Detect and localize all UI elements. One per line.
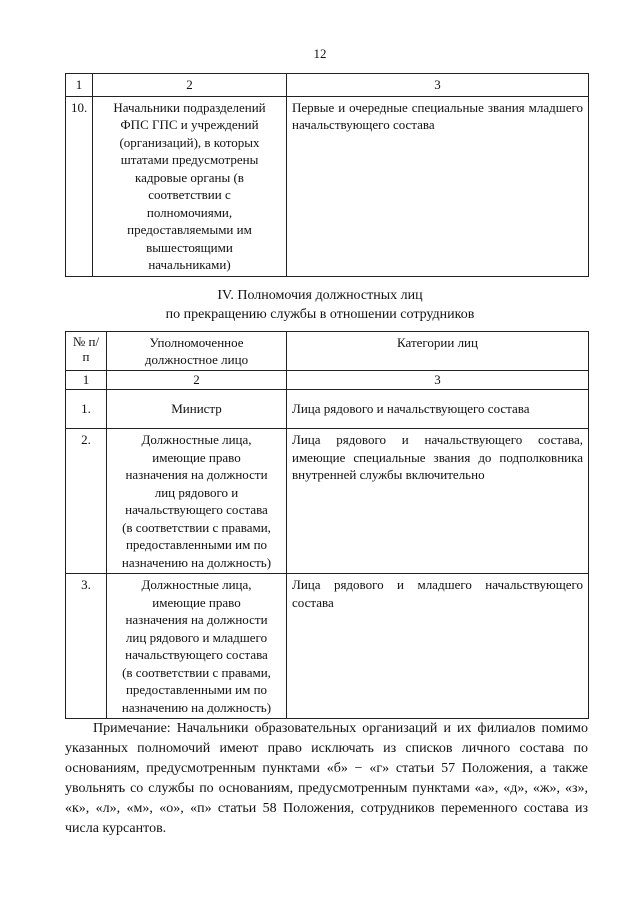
column-number-row [66, 371, 589, 390]
official-line: начальствующего состава [125, 502, 268, 517]
table-row [66, 96, 589, 276]
official-line: полномочиями, [146, 204, 233, 220]
top-table [65, 73, 589, 277]
official-line: вышестоящими [146, 239, 233, 255]
official-line: назначению на должность) [121, 699, 272, 715]
col-header-category: Категории лиц [287, 332, 589, 371]
official-line: соответствии с [148, 187, 231, 202]
table-row [66, 390, 589, 429]
authorities-table [65, 331, 589, 719]
official-cell: Министр [107, 390, 287, 429]
official-line: начальниками) [148, 257, 231, 272]
table-row [66, 429, 589, 574]
category-cell: Лица рядового и начальствующего состава [287, 390, 589, 429]
official-cell [107, 429, 287, 574]
official-line: предоставленными им по [125, 682, 268, 697]
category-cell: Лица рядового и начальствующего состава, имеющие специальные звания до подполковника внутренней службы включительно [287, 429, 589, 574]
official-line: (в соответствии с правами, [122, 519, 271, 535]
section-title-line-2: по прекращению службы в отношении сотрудников [165, 307, 475, 322]
official-line: ФПС ГПС и учреждений [120, 117, 259, 132]
official-line: штатами предусмотрены [120, 152, 259, 167]
official-line: начальствующего состава [125, 647, 268, 662]
top-col-3-number: 3 [287, 74, 589, 97]
category-cell: Первые и очередные специальные звания младшего начальствующего состава [287, 96, 589, 276]
official-line: предоставляемыми им [127, 222, 252, 237]
col-header-number: № п/п [66, 332, 107, 371]
category-cell: Лица рядового и младшего начальствующего состава [287, 574, 589, 719]
col-header-official: Уполномоченное должностное лицо [107, 332, 287, 371]
official-line: назначению на должность) [121, 554, 272, 570]
row-number: 10. [66, 96, 93, 276]
row-number: 3. [66, 574, 107, 719]
official-line: Должностные лица, [141, 432, 252, 447]
official-line: лиц рядового и младшего [125, 629, 268, 645]
row-number: 2. [66, 429, 107, 574]
official-line: предоставленными им по [125, 537, 268, 552]
col-1-number: 1 [66, 371, 107, 390]
official-line: (организаций), в которых [119, 134, 260, 150]
col-3-number: 3 [287, 371, 589, 390]
section-title-line-1: IV. Полномочия должностных лиц [217, 288, 423, 303]
official-line: кадровые органы (в [135, 169, 244, 185]
official-cell [93, 96, 287, 276]
header-row [66, 332, 589, 371]
section-title [0, 286, 640, 324]
official-line: имеющие право [152, 449, 241, 465]
page-number: 12 [313, 46, 327, 61]
row-number: 1. [66, 390, 107, 429]
official-cell [107, 574, 287, 719]
official-line: Должностные лица, [141, 577, 252, 592]
official-line: лиц рядового и [154, 484, 239, 500]
top-table-header-row [66, 74, 589, 97]
note-paragraph: Примечание: Начальники образовательных организаций и их филиалов помимо указанных полномочий имеют право исключать из списков личного состава по основаниям, предусмотренным пунктами «б» − «г» статьи 57 Положения, а также увольнять со службы по основаниям, предусмотренным пунктами «а», «д», «ж», «з», «к», «л», «м», «о», «п» статьи 58 Положения, сотрудников переменного состава из числа курсантов. [65, 721, 588, 836]
col-2-number: 2 [107, 371, 287, 390]
official-line: (в соответствии с правами, [122, 664, 271, 680]
official-line: назначения на должности [125, 612, 268, 627]
official-line: назначения на должности [125, 467, 268, 482]
top-col-2-number: 2 [93, 74, 287, 97]
table-row [66, 574, 589, 719]
top-col-1-number: 1 [66, 74, 93, 97]
official-line: Начальники подразделений [113, 99, 266, 115]
official-line: имеющие право [152, 594, 241, 610]
